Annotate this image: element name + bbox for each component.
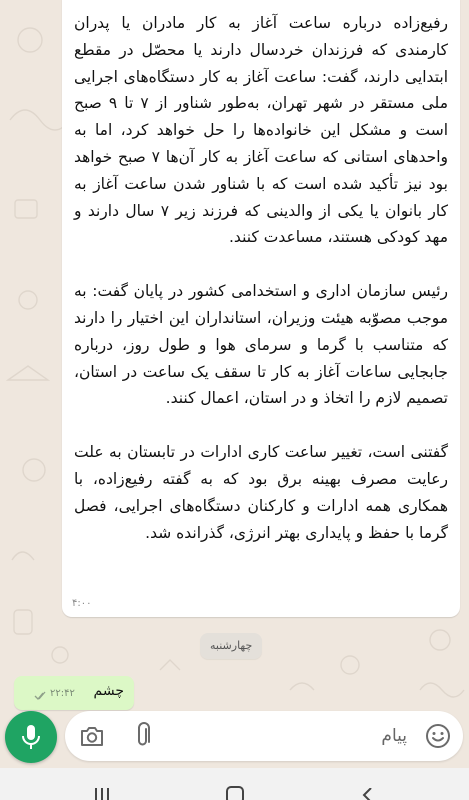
message-composer xyxy=(65,711,463,761)
date-separator: چهارشنبه xyxy=(200,633,262,659)
message-paragraph-1: رفیع‌زاده درباره ساعت آغاز به کار مادران یا پدران کارمندی که فرزندان خردسال دارند یا محصّل در مقطع ابتدایی دارند، گفت: ساعت آغاز به کار دستگاه‌های اجرایی ملی مستقر در شهر تهران، به‌طور شناور از ۷ تا ۹ صبح است و مشکل این خانواده‌ها را حل خواهد کرد، اما به واحدهای استانی که ساعت آغاز به کار آن‌ها ۷ صبح خواهد بود نیز تأکید شده است که با شناور شدن ساعت آغاز به کار بانوان یا یکی از والدینی که فرزند زیر ۷ سال دارند و مهد کودکی هستند، مساعدت کنند. xyxy=(69,14,448,247)
outgoing-message-bubble[interactable] xyxy=(14,676,134,710)
outgoing-message-time: ۲۲:۴۲ xyxy=(50,688,75,699)
read-receipt-icon xyxy=(34,691,48,701)
message-time: ۴:۰۰ xyxy=(72,598,92,609)
emoji-icon[interactable] xyxy=(425,723,451,749)
mic-icon xyxy=(20,724,42,750)
voice-record-button[interactable] xyxy=(5,711,57,763)
message-paragraph-2: رئیس سازمان اداری و استخدامی کشور در پایان گفت: به موجب مصوّبه هیئت وزیران، استانداران این اختیار را دارند که متناسب با گرما و سرمای هوا و طول روز، درباره جابجایی ساعات آغاز به کار تا سقف یک ساعت در استان، تصمیم لازم را اتخاذ و در استان، اعمال کنند. xyxy=(69,282,448,408)
home-icon[interactable] xyxy=(226,786,244,800)
outgoing-message-text: چشم xyxy=(93,683,124,699)
back-icon[interactable] xyxy=(360,788,374,800)
camera-icon[interactable] xyxy=(79,724,105,748)
message-input[interactable] xyxy=(165,719,413,753)
incoming-message-bubble[interactable] xyxy=(62,0,460,617)
paperclip-icon[interactable] xyxy=(133,722,153,750)
message-paragraph-3: گفتنی است، تغییر ساعت کاری ادارات در تابستان به علت رعایت مصرف بهینه برق بود که به گفته رفیع‌زاده، با همکاری همه ادارات و کارکنان دستگاه‌های اجرایی، فصل گرما با حفظ و پایداری بهتر انرژی، گذرانده شد. xyxy=(69,443,448,542)
system-navigation-bar xyxy=(0,768,469,800)
recents-icon[interactable] xyxy=(93,788,111,800)
